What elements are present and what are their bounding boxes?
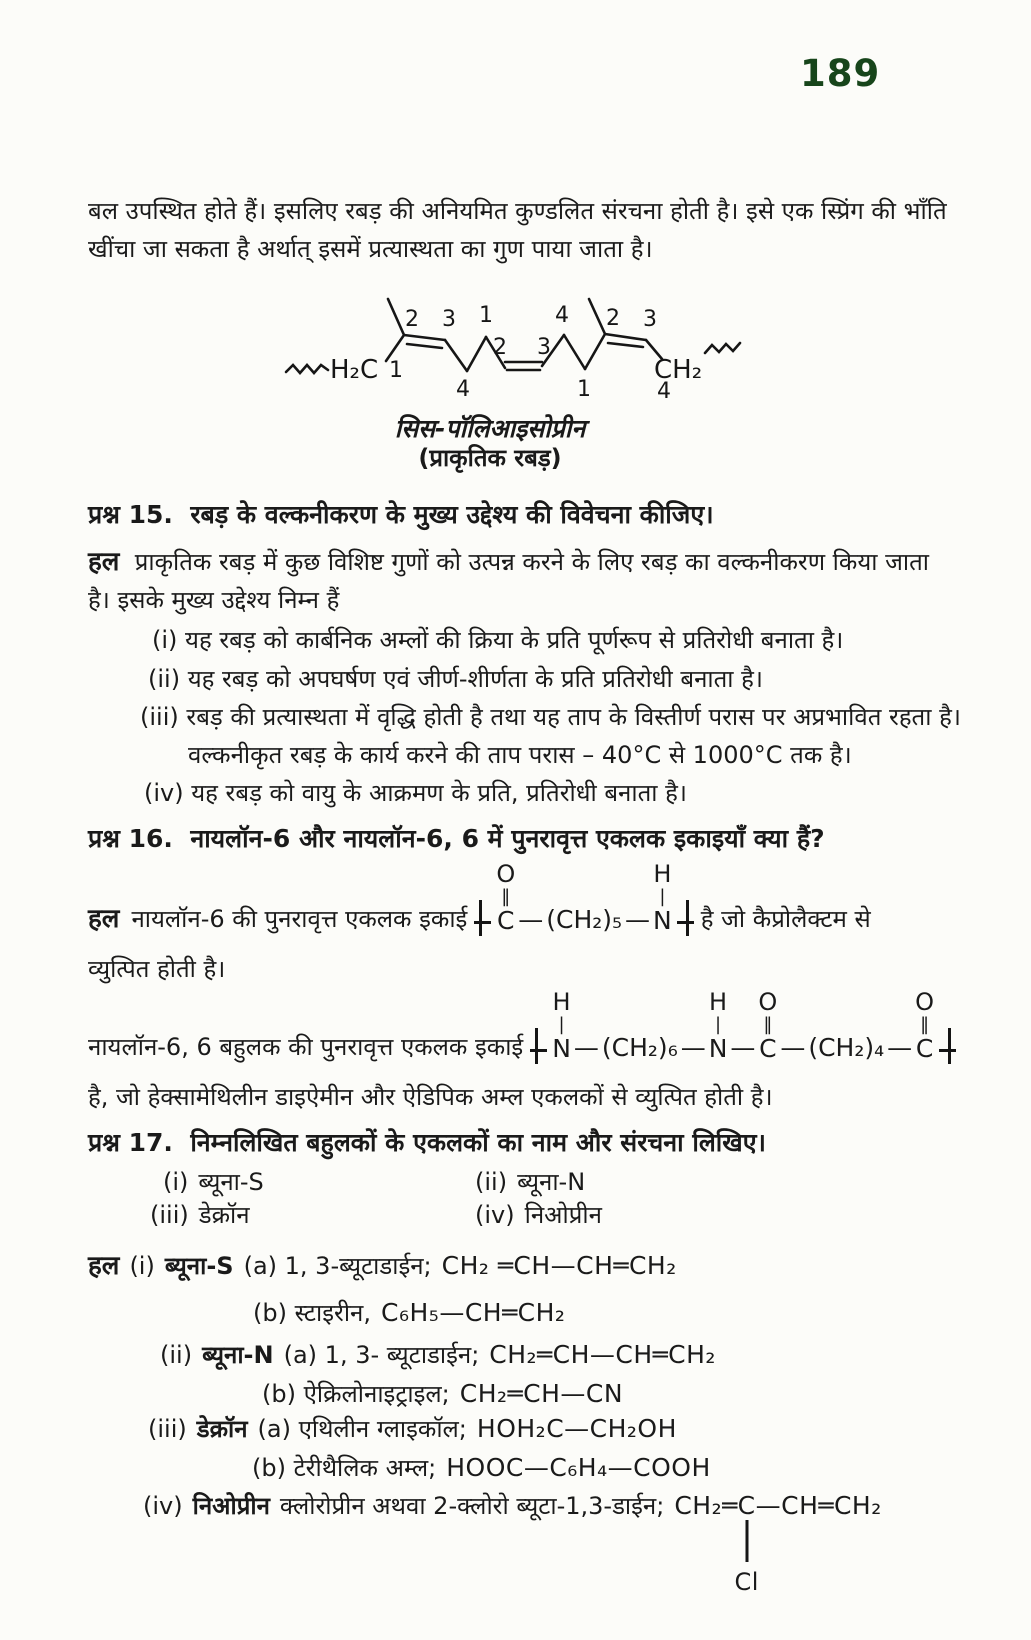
carbon-label: 4 bbox=[456, 377, 470, 402]
answer-ii-b bbox=[262, 1377, 623, 1411]
structure-subcaption: (प्राकृतिक रबड़) bbox=[418, 444, 562, 472]
polymer-name: ब्यूना-S bbox=[164, 1252, 234, 1280]
chlorine-atom: Cl bbox=[734, 1568, 759, 1596]
answer-iii-b bbox=[252, 1451, 711, 1485]
page-number: 189 bbox=[800, 52, 881, 95]
polymer-bracket-close bbox=[937, 1028, 951, 1064]
single-bond: — bbox=[887, 1032, 913, 1062]
nylon66-continuation: है, जो हेक्सामेथिलीन डाइऐमीन और ऐडिपिक अम्ल एकलकों से व्युत्पित होती है। bbox=[88, 1083, 773, 1111]
double-bond: ‖ bbox=[920, 1014, 930, 1035]
point-num: (iii) bbox=[140, 703, 179, 731]
nylon66-pre-text: नायलॉन-6, 6 बहुलक की पुनरावृत्त एकलक इकाई bbox=[88, 1032, 524, 1061]
monomer-name: (a) 1, 3- ब्यूटाडाईन; bbox=[283, 1341, 480, 1369]
question-16 bbox=[88, 820, 958, 858]
oxygen-atom: O bbox=[758, 988, 778, 1016]
carbon-label: 1 bbox=[389, 358, 403, 383]
question-16-label: प्रश्न 16. bbox=[88, 824, 173, 853]
nitrogen-atom: N bbox=[653, 906, 672, 935]
carbon-atom: C bbox=[759, 1034, 777, 1063]
monomer-formula: CH₂═CH—CH═CH₂ bbox=[489, 1340, 716, 1369]
hydrogen-atom: H bbox=[709, 988, 728, 1016]
formula-part: CH₂═ bbox=[674, 1491, 738, 1520]
point-num: (iv) bbox=[144, 779, 184, 807]
option-name: ब्यूना-N bbox=[517, 1168, 586, 1196]
option-name: डेक्रॉन bbox=[198, 1201, 250, 1229]
hydrogen-atom: H bbox=[552, 988, 571, 1016]
option-num: (i) bbox=[163, 1168, 189, 1196]
intro-paragraph: बल उपस्थित होते हैं। इसलिए रबड़ की अनियमित कुण्डलित संरचना होती है। इसे एक स्प्रिंग की भाँति खींचा जा सकता है अर्थात् इसमें प्रत्यास्थता का गुण पाया जाता है। bbox=[88, 197, 947, 263]
vertical-bond bbox=[745, 1520, 748, 1562]
polymer-name: निओप्रीन bbox=[192, 1492, 270, 1520]
point-text: यह रबड़ को कार्बनिक अम्लों की क्रिया के प्रति पूर्णरूप से प्रतिरोधी बनाता है। bbox=[185, 626, 844, 654]
carbon-label: 2 bbox=[493, 335, 507, 360]
option-name: ब्यूना-S bbox=[198, 1168, 264, 1196]
option-name: निओप्रीन bbox=[524, 1201, 602, 1229]
single-bond-vertical: | bbox=[558, 1014, 565, 1035]
hydrogen-atom: H bbox=[653, 860, 672, 888]
carbon-label: 1 bbox=[479, 303, 493, 328]
solution-15-intro bbox=[88, 543, 952, 619]
question-17-label: प्रश्न 17. bbox=[88, 1128, 173, 1157]
polymer-name: ब्यूना-N bbox=[202, 1341, 274, 1369]
answer-num: (iv) bbox=[143, 1492, 183, 1520]
polymer-bracket-open bbox=[479, 900, 493, 936]
carbon-label: 2 bbox=[405, 307, 419, 332]
solution-16-line-1 bbox=[88, 862, 871, 936]
left-end-group: H₂C bbox=[330, 355, 379, 385]
monomer-name: (a) 1, 3-ब्यूटाडाईन; bbox=[243, 1252, 432, 1280]
single-bond: — bbox=[780, 1032, 806, 1062]
structure-caption: सिस-पॉलिआइसोप्रीन bbox=[394, 414, 586, 443]
single-bond: — bbox=[730, 1032, 756, 1062]
option-i bbox=[163, 1166, 264, 1198]
carbonyl-stack bbox=[758, 990, 777, 1064]
question-17 bbox=[88, 1124, 958, 1162]
option-iv bbox=[475, 1199, 602, 1231]
point-text: यह रबड़ को अपघर्षण एवं जीर्ण-शीर्णता के प्रति प्रतिरोधी बनाता है। bbox=[187, 665, 763, 693]
oxygen-atom: O bbox=[496, 860, 516, 888]
point-ii bbox=[148, 660, 1008, 698]
wavy-bond-left bbox=[286, 365, 328, 373]
option-num: (iii) bbox=[150, 1201, 189, 1229]
point-num: (ii) bbox=[148, 665, 181, 693]
carbon-atom: C bbox=[915, 1034, 934, 1063]
question-17-text: निम्नलिखित बहुलकों के एकलकों का नाम और संरचना लिखिए। bbox=[190, 1128, 767, 1157]
polymer-bracket-close bbox=[675, 900, 689, 936]
monomer-name: क्लोरोप्रीन अथवा 2-क्लोरो ब्यूटा-1,3-डाईन; bbox=[279, 1492, 665, 1520]
methylene-chain: (CH₂)₆ bbox=[601, 1032, 678, 1062]
single-bond: — bbox=[625, 904, 651, 934]
point-num: (i) bbox=[152, 626, 178, 654]
methyl-bond-1 bbox=[388, 299, 404, 335]
question-16-text: नायलॉन-6 और नायलॉन-6, 6 में पुनरावृत्त एकलक इकाइयाँ क्या हैं? bbox=[190, 824, 825, 853]
double-bond: ‖ bbox=[501, 886, 511, 907]
nylon6-continuation: व्युत्पित होती है। bbox=[88, 955, 226, 983]
double-bond: ‖ bbox=[763, 1014, 773, 1035]
point-iv bbox=[144, 774, 1004, 812]
single-bond-vertical: | bbox=[715, 1014, 722, 1035]
answer-i-a bbox=[88, 1249, 677, 1283]
question-15-text: रबड़ के वल्कनीकरण के मुख्य उद्देश्य की विवेचना कीजिए। bbox=[190, 500, 714, 529]
solution-label: हल bbox=[88, 1251, 120, 1281]
amine-stack bbox=[709, 990, 728, 1064]
carbon-atom: C bbox=[497, 906, 515, 935]
single-bond: — bbox=[573, 1032, 599, 1062]
answer-i-b bbox=[253, 1296, 565, 1330]
nylon6-repeat-unit-formula bbox=[479, 862, 688, 936]
carbon-label: 3 bbox=[442, 307, 456, 332]
monomer-formula: C₆H₅—CH═CH₂ bbox=[381, 1298, 566, 1327]
question-15-label: प्रश्न 15. bbox=[88, 500, 173, 529]
carbonyl-stack bbox=[915, 990, 934, 1064]
option-num: (ii) bbox=[475, 1168, 508, 1196]
nylon66-repeat-unit-formula bbox=[535, 990, 951, 1064]
carbon-label: 3 bbox=[537, 335, 551, 360]
methylene-chain: (CH₂)₄ bbox=[808, 1032, 885, 1062]
answer-num: (i) bbox=[129, 1252, 155, 1280]
polymer-bracket-open bbox=[535, 1028, 549, 1064]
option-num: (iv) bbox=[475, 1201, 515, 1229]
answer-iv bbox=[143, 1489, 882, 1596]
point-text: रबड़ की प्रत्यास्थता में वृद्धि होती है तथा यह ताप के विस्तीर्ण परास पर अप्रभावित रहता है। वल्कनीकृत रबड़ के कार्य करने की ताप परास – 40°C से 1000°C तक है। bbox=[186, 703, 961, 769]
polymer-name: डेक्रॉन bbox=[196, 1415, 248, 1443]
carbon-label: 1 bbox=[577, 377, 591, 402]
monomer-formula: HOH₂C—CH₂OH bbox=[476, 1414, 677, 1443]
nylon6-pre-text: नायलॉन-6 की पुनरावृत्त एकलक इकाई bbox=[131, 904, 468, 933]
right-end-group: CH₂ bbox=[654, 355, 703, 385]
solution-label: हल bbox=[88, 903, 120, 934]
nitrogen-atom: N bbox=[552, 1034, 571, 1063]
point-iii bbox=[140, 698, 1010, 774]
amine-stack bbox=[552, 990, 571, 1064]
carbon-label: 4 bbox=[657, 379, 671, 404]
answer-ii-a bbox=[160, 1338, 716, 1372]
methylene-chain: (CH₂)₅ bbox=[546, 904, 623, 934]
single-bond-vertical: | bbox=[659, 886, 666, 907]
solution-15-intro-text: प्राकृतिक रबड़ में कुछ विशिष्ट गुणों को उत्पन्न करने के लिए रबड़ का वल्कनीकरण किया जाता है। इसके मुख्य उद्देश्य निम्न हैं bbox=[88, 548, 930, 614]
point-text: यह रबड़ को वायु के आक्रमण के प्रति, प्रतिरोधी बनाता है। bbox=[191, 779, 687, 807]
monomer-formula: CH₂ ═CH—CH═CH₂ bbox=[441, 1251, 677, 1280]
monomer-name: (a) एथिलीन ग्लाइकॉल; bbox=[257, 1415, 467, 1443]
answer-num: (iii) bbox=[148, 1415, 187, 1443]
nitrogen-atom: N bbox=[708, 1034, 728, 1063]
formula-part: —CH═CH₂ bbox=[755, 1491, 882, 1520]
option-iii bbox=[150, 1199, 250, 1231]
question-15 bbox=[88, 496, 958, 534]
monomer-formula: HOOC—C₆H₄—COOH bbox=[446, 1453, 711, 1482]
methyl-bond-2 bbox=[589, 299, 605, 334]
point-i bbox=[152, 621, 1012, 659]
single-bond: — bbox=[518, 904, 544, 934]
amine-stack bbox=[653, 862, 672, 936]
answer-num: (ii) bbox=[160, 1341, 193, 1369]
nylon6-post-text: है जो कैप्रोलैक्टम से bbox=[700, 904, 871, 933]
cis-polyisoprene-structure bbox=[270, 283, 770, 408]
option-ii bbox=[475, 1166, 585, 1198]
monomer-formula: CH₂═CH—CN bbox=[459, 1379, 624, 1408]
wavy-bond-right bbox=[705, 343, 740, 353]
solution-label: हल bbox=[88, 547, 120, 577]
carbon-label: 4 bbox=[555, 303, 569, 328]
substituted-carbon bbox=[734, 1489, 759, 1596]
single-bond: — bbox=[680, 1032, 706, 1062]
oxygen-atom: O bbox=[915, 988, 935, 1016]
solution-16-line-2 bbox=[88, 990, 951, 1064]
answer-iii-a bbox=[148, 1412, 677, 1446]
carbonyl-stack bbox=[496, 862, 515, 936]
carbon-atom: C bbox=[737, 1491, 756, 1520]
monomer-name: (b) ऐक्रिलोनाइट्राइल; bbox=[262, 1380, 450, 1408]
carbon-label: 2 bbox=[606, 306, 620, 331]
monomer-name: (b) टेरीथैलिक अम्ल; bbox=[252, 1454, 437, 1482]
monomer-name: (b) स्टाइरीन, bbox=[253, 1299, 372, 1327]
carbon-label: 3 bbox=[643, 307, 657, 332]
chloroprene-formula bbox=[674, 1489, 882, 1596]
